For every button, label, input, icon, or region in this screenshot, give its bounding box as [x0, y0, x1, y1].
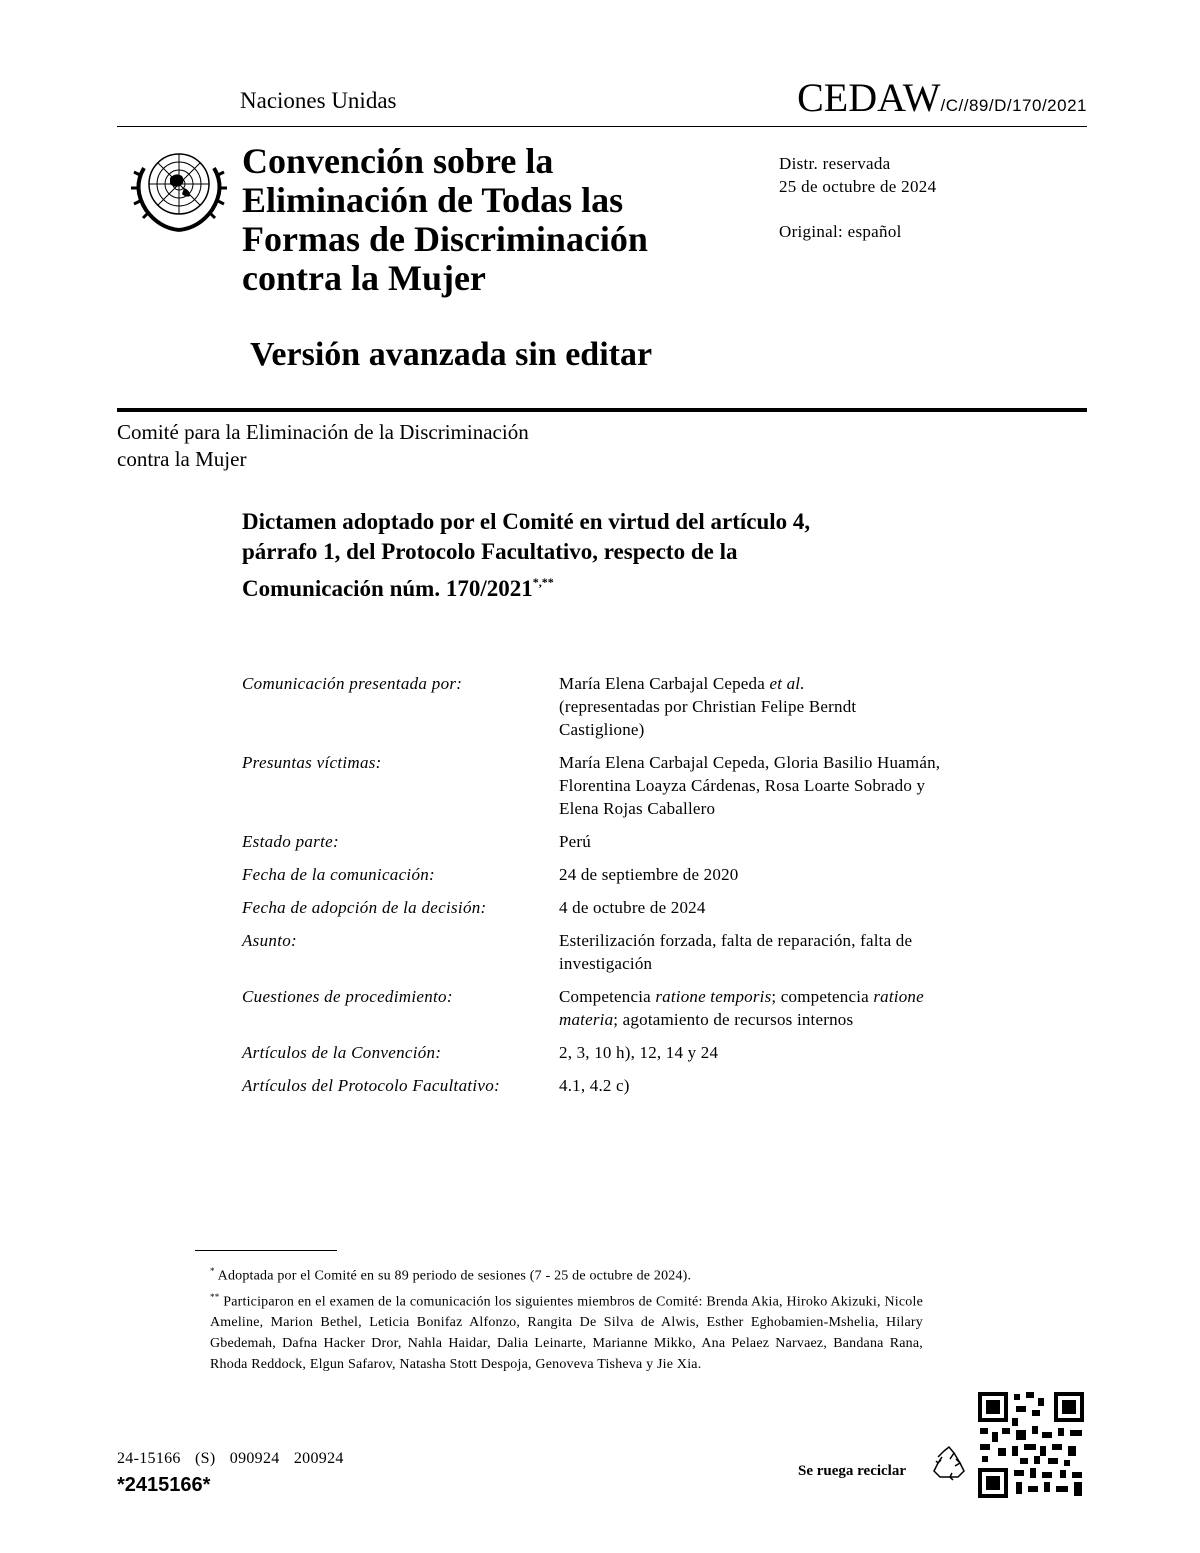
info-row-communication-date [242, 863, 962, 886]
symbol-main: CEDAW [797, 75, 941, 120]
info-label: Asunto: [242, 931, 297, 950]
info-row-convention-articles [242, 1041, 962, 1064]
job-number: 24-15166 (S) 090924 200924 [117, 1450, 344, 1467]
recycle-label: Se ruega reciclar [798, 1463, 907, 1479]
info-value: María Elena Carbajal Cepeda et al. (representadas por Christian Felipe Berndt Castiglione) [559, 674, 857, 739]
info-value: 4.1, 4.2 c) [559, 1076, 630, 1095]
committee-name [117, 419, 529, 473]
footnote-1: * Adoptada por el Comité en su 89 periodo de sesiones (7 - 25 de octubre de 2024). [210, 1266, 692, 1284]
info-label: Estado parte: [242, 832, 339, 851]
info-label: Artículos de la Convención: [242, 1043, 442, 1062]
decision-line: Comunicación núm. 170/2021*,** [242, 575, 554, 601]
recycle-icon [930, 1445, 968, 1483]
info-value: María Elena Carbajal Cepeda, Gloria Basilio Huamán, Florentina Loayza Cárdenas, Rosa Loarte Sobrado y Elena Rojas Caballero [559, 753, 941, 818]
info-value: Esterilización forzada, falta de reparación, falta de investigación [559, 931, 913, 973]
footnote-2: ** Participaron en el examen de la comunicación los siguientes miembros de Comité: Brenda Akia, Hiroko Akizuki, Nicole Ameline, Marion Bethel, Leticia Bonifaz Alfonzo, Rangita De Silva de Alwis, Esther Eghobamien-Mshelia, Hilary Gbedemah, Dafna Hacker Dror, Nahla Haidar, Dalia Leinarte, Marianne Mikko, Ana Pelaez Narvaez, Bandana Rana, Rhoda Reddock, Elgun Safarov, Natasha Stott Despoja, Genoveva Tisheva y Jie Xia. [210, 1291, 923, 1373]
info-label: Cuestiones de procedimiento: [242, 987, 453, 1006]
info-label: Artículos del Protocolo Facultativo: [242, 1076, 501, 1095]
section-rule [117, 408, 1087, 412]
info-row-procedural-issues [242, 985, 962, 1031]
advance-version-heading: Versión avanzada sin editar [250, 336, 653, 373]
info-row-adoption-date [242, 896, 962, 919]
symbol-rest: /C//89/D/170/2021 [940, 96, 1087, 115]
info-row-victims [242, 751, 962, 820]
info-row-submitted-by [242, 672, 962, 741]
communication-info-table [242, 672, 962, 1107]
organization-name: Naciones Unidas [240, 88, 397, 113]
info-row-state [242, 830, 962, 853]
barcode-text: *2415166* [117, 1474, 211, 1496]
decision-line: Dictamen adoptado por el Comité en virtud del artículo 4, [242, 509, 811, 534]
qr-code-icon [976, 1390, 1086, 1500]
convention-title [242, 142, 762, 298]
title-line: Formas de Discriminación [242, 219, 648, 259]
distribution-status: Distr. reservada [779, 154, 891, 173]
un-emblem-icon [124, 138, 234, 236]
decision-title [242, 507, 962, 604]
info-value: 2, 3, 10 h), 12, 14 y 24 [559, 1043, 719, 1062]
info-label: Fecha de adopción de la decisión: [242, 898, 487, 917]
info-row-subject [242, 929, 962, 975]
footnote-marks: *,** [532, 575, 554, 589]
info-value: 24 de septiembre de 2020 [559, 865, 739, 884]
title-line: Eliminación de Todas las [242, 180, 624, 220]
info-label: Comunicación presentada por: [242, 674, 463, 693]
original-language: Original: español [779, 222, 902, 241]
document-symbol [797, 74, 1087, 121]
decision-line: párrafo 1, del Protocolo Facultativo, respecto de la [242, 539, 738, 564]
info-value: Perú [559, 832, 591, 851]
info-value: 4 de octubre de 2024 [559, 898, 706, 917]
distribution-date: 25 de octubre de 2024 [779, 177, 937, 196]
title-line: contra la Mujer [242, 258, 486, 298]
footnotes [210, 1261, 923, 1375]
info-label: Presuntas víctimas: [242, 753, 382, 772]
committee-line: contra la Mujer [117, 447, 247, 471]
title-line: Convención sobre la [242, 141, 554, 181]
header-rule [117, 126, 1087, 127]
info-value: Competencia ratione temporis; competencia ratione materia; agotamiento de recursos internos [559, 987, 924, 1029]
info-label: Fecha de la comunicación: [242, 865, 436, 884]
footnote-rule [195, 1250, 337, 1251]
committee-line: Comité para la Eliminación de la Discriminación [117, 420, 529, 444]
info-row-protocol-articles [242, 1074, 962, 1097]
distribution-info [779, 152, 936, 243]
